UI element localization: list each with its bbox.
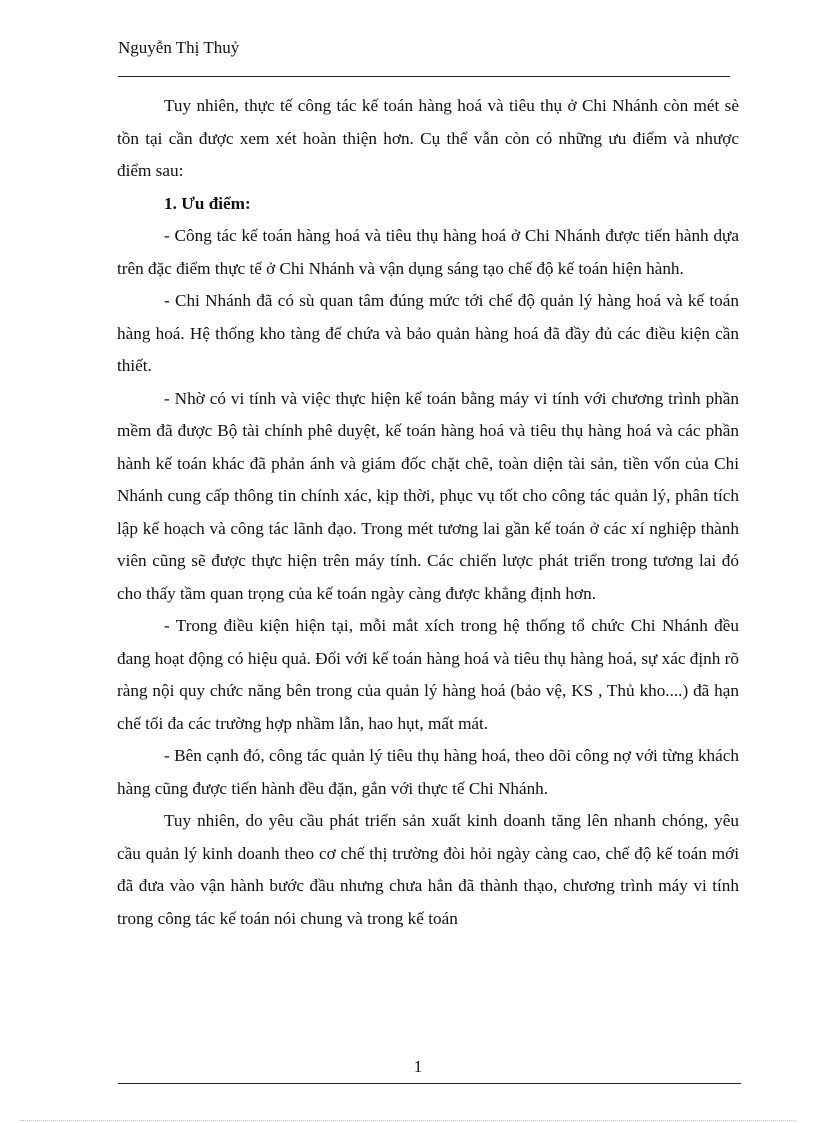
point-paragraph: - Bên cạnh đó, công tác quản lý tiêu thụ hàng hoá, theo dõi công nợ với từng khách hàng cũng được tiến hành đều đặn, gắn với thực tế Chi Nhánh. [117,746,739,798]
section-heading: 1. Ưu điểm: [164,193,251,213]
page-bottom-edge [20,1120,796,1121]
header-divider [118,76,730,77]
page-number: 1 [413,1057,423,1076]
point-paragraph: - Nhờ có vi tính và việc thực hiện kế toán bằng máy vi tính với chương trình phần mềm đã được Bộ tài chính phê duyệt, kế toán hàng hoá và tiêu thụ hàng hoá và các phần hành kế toán khác đã phản ánh và giám đốc chặt chẽ, toàn diện tài sản, tiền vốn của Chi Nhánh cung cấp thông tin chính xác, kịp thời, phục vụ tốt cho công tác quản lý, phân tích lập kế hoạch và công tác lãnh đạo. Trong mét tương lai gần kế toán ở các xí nghiệp thành viên cũng sẽ được thực hiện trên máy tính. Các chiến lược phát triển trong tương lai đó cho thấy tầm quan trọng của kế toán ngày càng được khẳng định hơn. [117,388,739,603]
point-paragraph: - Công tác kế toán hàng hoá và tiêu thụ hàng hoá ở Chi Nhánh được tiến hành dựa trên đặc điểm thực tế ở Chi Nhánh và vận dụng sáng tạo chế độ kế toán hiện hành. [117,226,739,278]
document-body [117,90,739,935]
intro-paragraph: Tuy nhiên, thực tế công tác kế toán hàng hoá và tiêu thụ ở Chi Nhánh còn mét sè tồn tại cần được xem xét hoàn thiện hơn. Cụ thể vẫn còn có những ưu điểm và nhược điểm sau: [117,96,739,180]
point-paragraph: - Chi Nhánh đã có sù quan tâm đúng mức tới chế độ quản lý hàng hoá và kế toán hàng hoá. Hệ thống kho tàng để chứa và bảo quản hàng hoá đã đầy đủ các điều kiện cần thiết. [117,291,739,375]
footer-divider [118,1083,741,1084]
point-paragraph: - Trong điều kiện hiện tại, mỗi mắt xích trong hệ thống tổ chức Chi Nhánh đều đang hoạt động có hiệu quả. Đối với kế toán hàng hoá và tiêu thụ hàng hoá, sự xác định rõ ràng nội quy chức năng bên trong của quản lý hàng hoá (bảo vệ, KS , Thủ kho....) đã hạn chế tối đa các trường hợp nhầm lẫn, hao hụt, mất mát. [117,616,739,733]
header-author: Nguyễn Thị Thuỷ [118,38,240,57]
closing-paragraph: Tuy nhiên, do yêu cầu phát triển sản xuất kinh doanh tăng lên nhanh chóng, yêu cầu quản lý kinh doanh theo cơ chế thị trường đòi hỏi ngày càng cao, chế độ kế toán mới đã đưa vào vận hành bước đầu nhưng chưa hẳn đã thành thạo, chương trình máy vi tính trong công tác kế toán nói chung và trong kế toán [117,811,739,928]
